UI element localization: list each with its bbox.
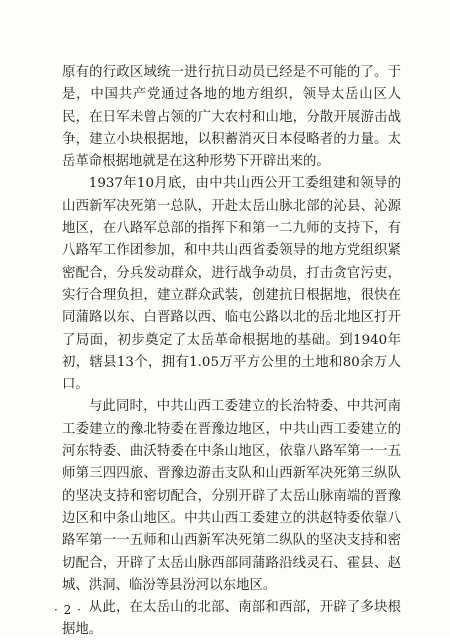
paragraph-4: 从此，在太岳山的北部、南部和西部，开辟了多块根据地。 <box>62 600 401 638</box>
body-text <box>62 62 401 642</box>
paragraph-1: 原有的行政区域统一进行抗日动员已经是不可能的了。于是，中国共产党通过各地的地方组织，领导太岳山区人民，在日军未曾占领的广大农村和山地，分散开展游击战争，建立小块根据地，以积蓄消灭日本侵略者的力量。太岳革命根据地就是在这种形势下开辟出来的。 <box>62 65 401 170</box>
paragraph-3: 与此同时，中共山西工委建立的长治特委、中共河南工委建立的豫北特委在晋豫边地区，中共山西工委建立的河东特委、曲沃特委在中条山地区，依靠八路军第一一五师第三四四旅、晋豫边游击支队和山西新军决死第三纵队的坚决支持和密切配合，分别开辟了太岳山脉南端的晋豫边区和中条山地区。中共山西工委建立的洪赵特委依靠八路军第一一五师和山西新军决死第二纵队的坚决支持和密切配合，开辟了太岳山脉西部同蒲路沿线灵石、霍县、赵城、洪洞、临汾等县汾河以东地区。 <box>62 399 401 593</box>
page-number: · 2 · <box>54 603 82 617</box>
paragraph-2: 1937年10月底，由中共山西公开工委组建和领导的山西新军决死第一总队，开赴太岳山脉北部的沁县、沁源地区，在八路军总部的指挥下和第一二九师的支持下，有八路军工作团参加，和中共山西省委领导的地方党组织紧密配合，分兵发动群众，进行战争动员，打击贪官污吏，实行合理负担，建立群众武装，创建抗日根据地，很快在同蒲路以东、白晋路以西、临屯公路以北的岳北地区打开了局面，初步奠定了太岳革命根据地的基础。到1940年初，辖县13个，拥有1.05万平方公里的土地和80余万人口。 <box>62 176 401 393</box>
